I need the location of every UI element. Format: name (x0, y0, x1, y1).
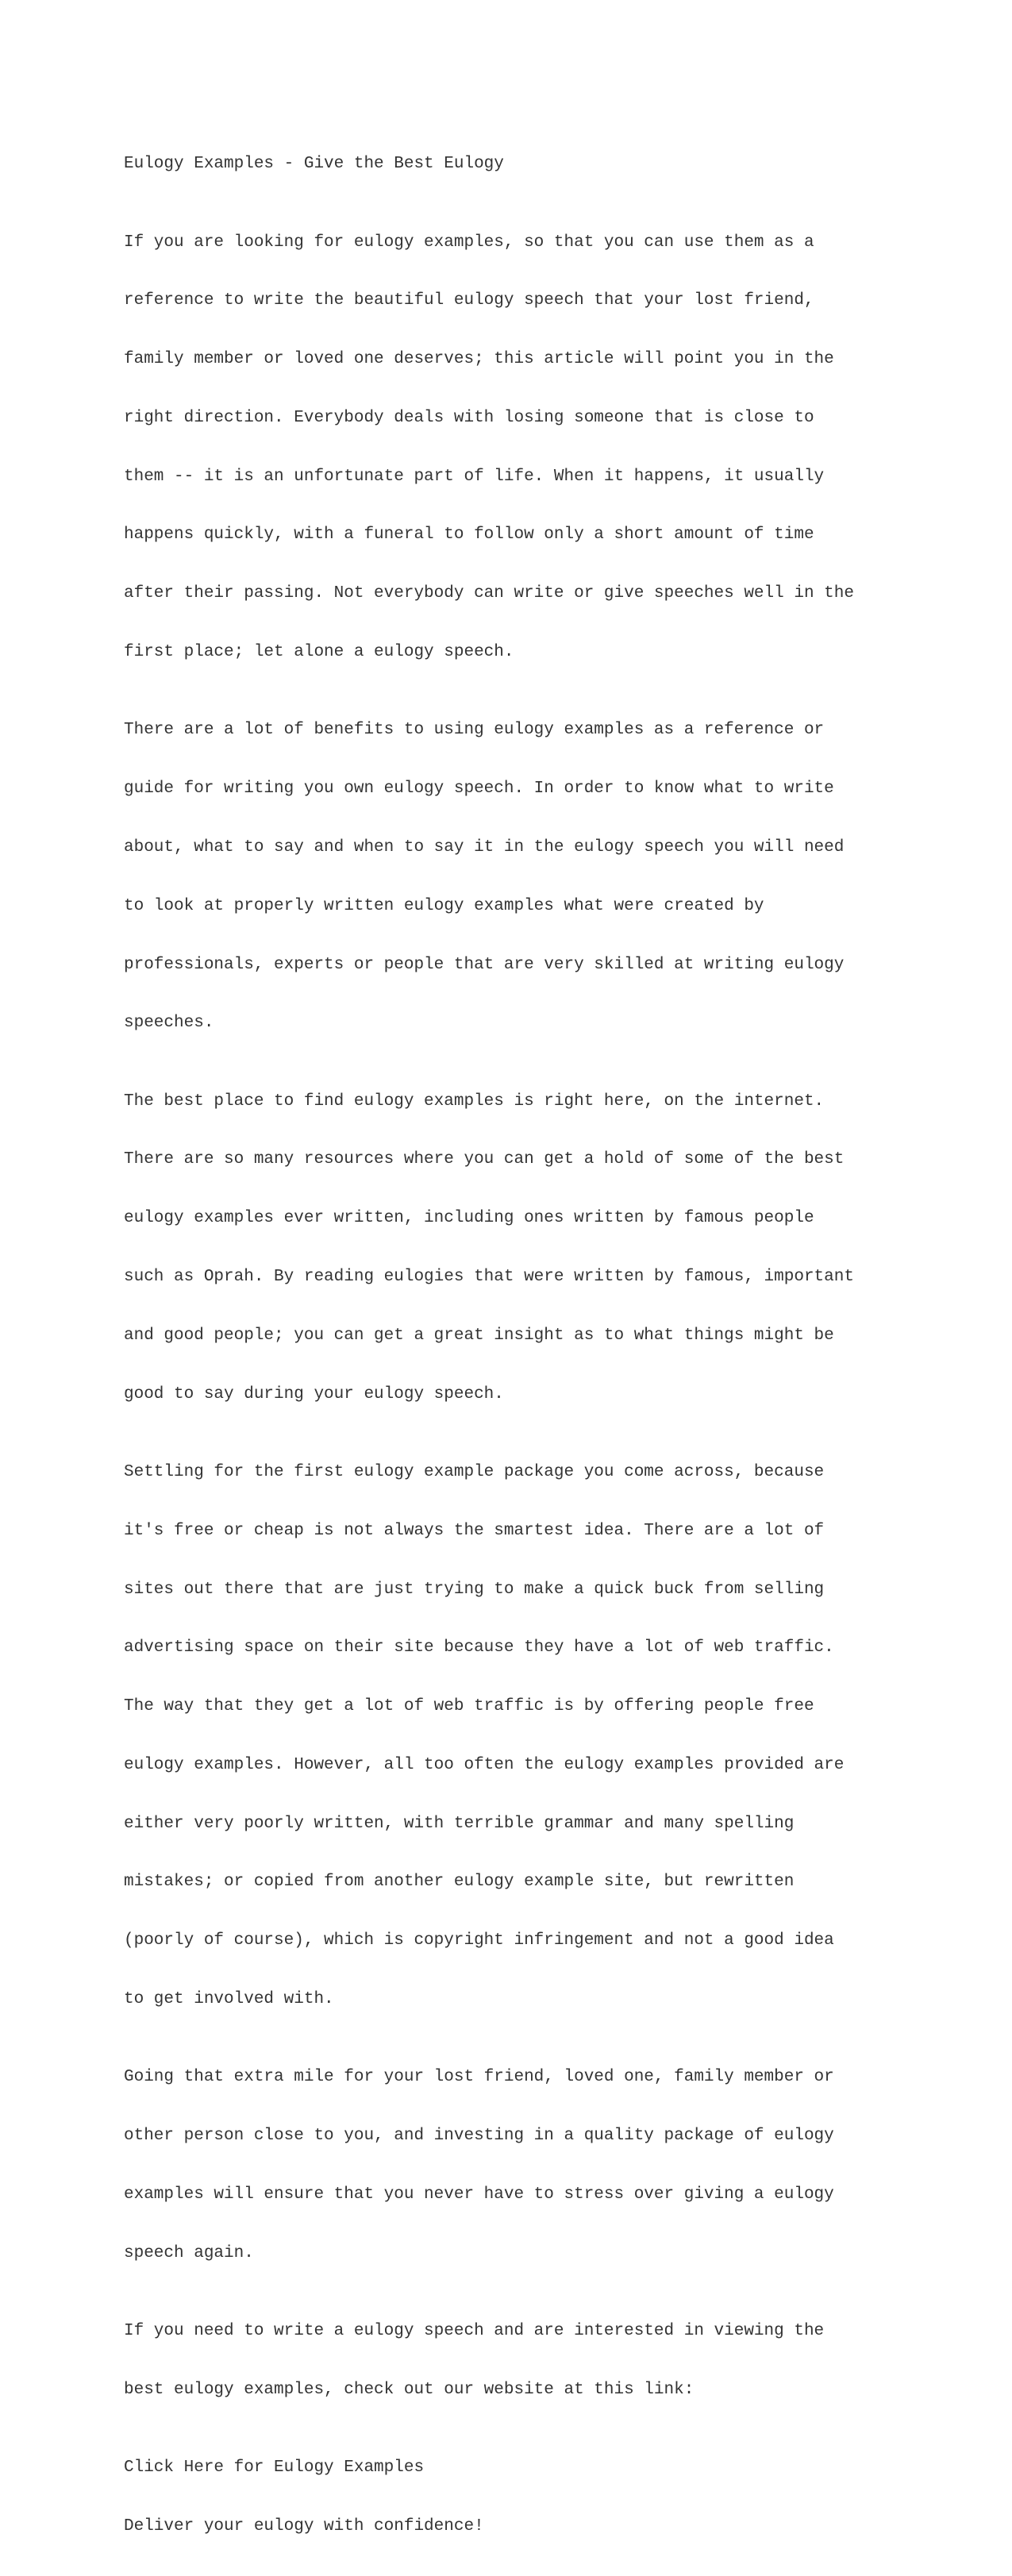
paragraph-3-line: There are so many resources where you can get a hold of some of the best (124, 1150, 845, 1169)
paragraph-2-line: about, what to say and when to say it in the eulogy speech you will need (124, 837, 845, 857)
paragraph-4-line: it's free or cheap is not always the smartest idea. There are a lot of (124, 1521, 825, 1540)
paragraph-5-line: other person close to you, and investing in a quality package of eulogy (124, 2127, 834, 2146)
eulogy-examples-link[interactable]: Click Here for Eulogy Examples (124, 2459, 425, 2478)
paragraph-2-line: professionals, experts or people that are very skilled at writing eulogy (124, 955, 845, 974)
paragraph-1-line: reference to write the beautiful eulogy speech that your lost friend, (124, 291, 814, 310)
paragraph-2-line: guide for writing you own eulogy speech. In order to know what to write (124, 780, 834, 799)
paragraph-5-line: Going that extra mile for your lost friend, loved one, family member or (124, 2068, 834, 2087)
paragraph-3-line: good to say during your eulogy speech. (124, 1384, 504, 1404)
paragraph-4-line: mistakes; or copied from another eulogy example site, but rewritten (124, 1873, 795, 1892)
paragraph-4-line: Settling for the first eulogy example package you come across, because (124, 1462, 825, 1481)
paragraph-2-line: There are a lot of benefits to using eulogy examples as a reference or (124, 721, 825, 740)
paragraph-4-line: either very poorly written, with terrible grammar and many spelling (124, 1814, 795, 1833)
paragraph-1-line: family member or loved one deserves; this article will point you in the (124, 350, 834, 369)
paragraph-4-line: The way that they get a lot of web traffic is by offering people free (124, 1697, 814, 1716)
paragraph-4-line: sites out there that are just trying to make a quick buck from selling (124, 1580, 825, 1599)
paragraph-3-line: The best place to find eulogy examples is right here, on the internet. (124, 1092, 825, 1111)
paragraph-4-line: advertising space on their site because they have a lot of web traffic. (124, 1638, 834, 1658)
paragraph-1-line: first place; let alone a eulogy speech. (124, 643, 514, 662)
paragraph-3-line: and good people; you can get a great insight as to what things might be (124, 1326, 834, 1345)
paragraph-1-line: happens quickly, with a funeral to follow only a short amount of time (124, 526, 814, 545)
paragraph-3-line: such as Oprah. By reading eulogies that were written by famous, important (124, 1268, 854, 1287)
paragraph-1-line: If you are looking for eulogy examples, so that you can use them as a (124, 233, 814, 252)
paragraph-5-line: speech again. (124, 2243, 254, 2262)
paragraph-4-line: to get involved with. (124, 1990, 334, 2008)
paragraph-1-line: right direction. Everybody deals with losing someone that is close to (124, 408, 814, 427)
paragraph-5-line: examples will ensure that you never have to stress over giving a eulogy (124, 2185, 834, 2204)
paragraph-4-line: eulogy examples. However, all too often the eulogy examples provided are (124, 1755, 845, 1774)
paragraph-2-line: to look at properly written eulogy examples what were created by (124, 896, 764, 915)
paragraph-4-line: (poorly of course), which is copyright infringement and not a good idea (124, 1931, 834, 1950)
paragraph-1-line: after their passing. Not everybody can write or give speeches well in the (124, 584, 854, 603)
paragraph-6-line: best eulogy examples, check out our website at this link: (124, 2380, 695, 2399)
closing-line: Deliver your eulogy with confidence! (124, 2517, 484, 2536)
paragraph-1-line: them -- it is an unfortunate part of life. When it happens, it usually (124, 467, 825, 486)
document-body (124, 116, 902, 2576)
paragraph-6-line: If you need to write a eulogy speech and are interested in viewing the (124, 2322, 825, 2341)
paragraph-2-line: speeches. (124, 1014, 214, 1033)
document-title: Eulogy Examples - Give the Best Eulogy (124, 155, 504, 174)
paragraph-3-line: eulogy examples ever written, including ones written by famous people (124, 1209, 814, 1228)
